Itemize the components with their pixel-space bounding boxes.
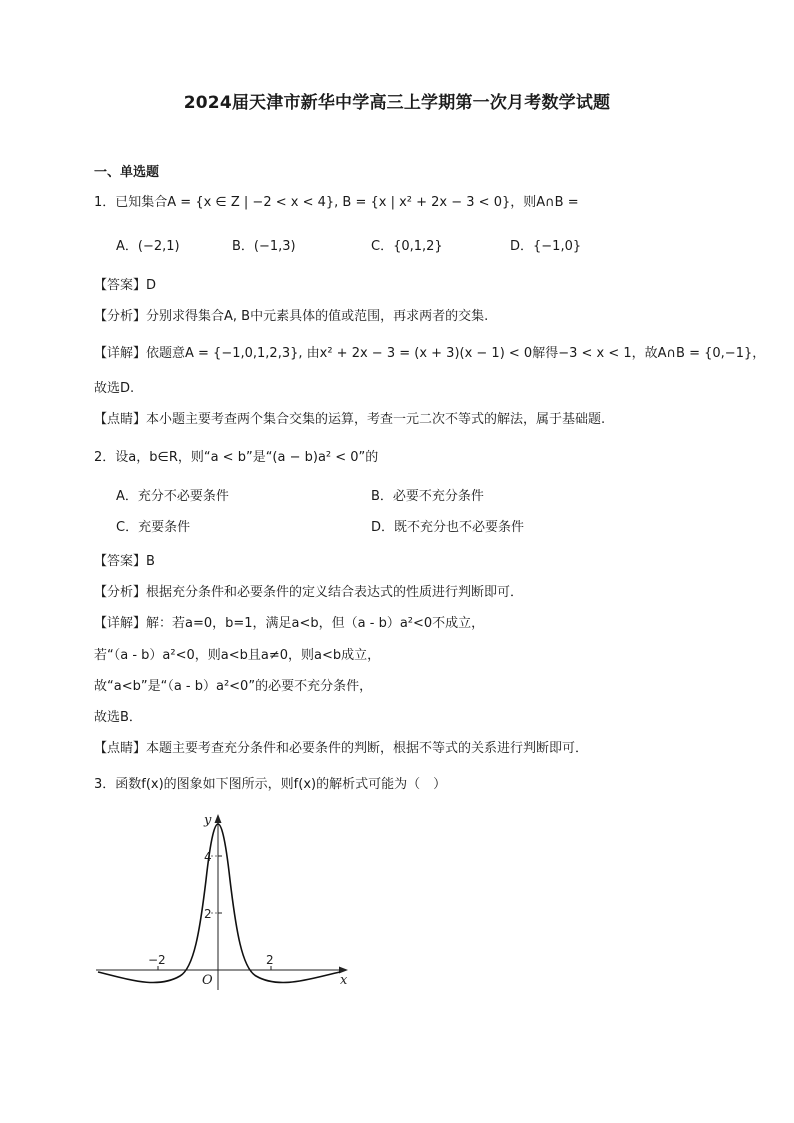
q2-answer: 【答案】B bbox=[94, 554, 155, 569]
q2-option-c: C．充要条件 bbox=[116, 520, 191, 535]
q1-analysis: 【分析】分别求得集合A, B中元素具体的值或范围，再求两者的交集. bbox=[94, 309, 489, 324]
function-graph bbox=[94, 810, 356, 994]
q1-option-c: C．{0,1,2} bbox=[371, 239, 443, 254]
q2-option-d: D．既不充分也不必要条件 bbox=[371, 520, 525, 535]
q1-option-a: A．(−2,1) bbox=[116, 239, 180, 254]
y-tick-label-4: 4 bbox=[204, 850, 212, 864]
origin-label: O bbox=[202, 973, 213, 988]
q1-answer: 【答案】D bbox=[94, 278, 157, 293]
x-tick-label-2: 2 bbox=[266, 953, 274, 967]
q1-option-d: D．{−1,0} bbox=[510, 239, 582, 254]
function-curve bbox=[98, 824, 340, 983]
q1-stem: 1．已知集合A = {x ∈ Z | −2 < x < 4}, B = {x | x² + 2x − 3 < 0}，则A∩B = bbox=[94, 195, 579, 210]
section-heading: 一、单选题 bbox=[94, 165, 160, 180]
q2-detail-3: 故“a<b”是“（a - b）a²<0”的必要不充分条件， bbox=[94, 679, 373, 694]
y-tick-label-2: 2 bbox=[204, 907, 212, 921]
x-axis-label: x bbox=[340, 973, 348, 988]
q2-detail-4: 故选B． bbox=[94, 710, 142, 725]
q2-comment: 【点睛】本题主要考查充分条件和必要条件的判断，根据不等式的关系进行判断即可． bbox=[94, 741, 589, 756]
q1-detail: 【详解】依题意A = {−1,0,1,2,3}, 由x² + 2x − 3 = (x + 3)(x − 1) < 0解得−3 < x < 1，故A∩B = {0,−1}， bbox=[94, 346, 766, 361]
x-tick-label-neg2: −2 bbox=[148, 953, 166, 967]
q2-analysis: 【分析】根据充分条件和必要条件的定义结合表达式的性质进行判断即可． bbox=[94, 585, 524, 600]
q2-option-a: A．充分不必要条件 bbox=[116, 489, 229, 504]
q1-comment: 【点睛】本小题主要考查两个集合交集的运算，考查一元二次不等式的解法，属于基础题. bbox=[94, 412, 606, 427]
q2-stem: 2．设a，b∈R，则“a < b”是“(a − b)a² < 0”的 bbox=[94, 450, 379, 465]
q2-detail-2: 若“（a - b）a²<0，则a<b且a≠0，则a<b成立， bbox=[94, 648, 381, 663]
q3-stem: 3．函数f(x)的图象如下图所示，则f(x)的解析式可能为（ ） bbox=[94, 777, 447, 792]
q1-detail-conclusion: 故选D. bbox=[94, 381, 135, 396]
y-axis-arrow-icon bbox=[215, 814, 222, 823]
y-axis-label: y bbox=[204, 813, 212, 828]
page-title: 2024届天津市新华中学高三上学期第一次月考数学试题 bbox=[183, 93, 611, 113]
q1-option-b: B．(−1,3) bbox=[232, 239, 296, 254]
q2-option-b: B．必要不充分条件 bbox=[371, 489, 484, 504]
q2-detail-1: 【详解】解：若a=0，b=1，满足a<b，但（a - b）a²<0不成立， bbox=[94, 616, 485, 631]
